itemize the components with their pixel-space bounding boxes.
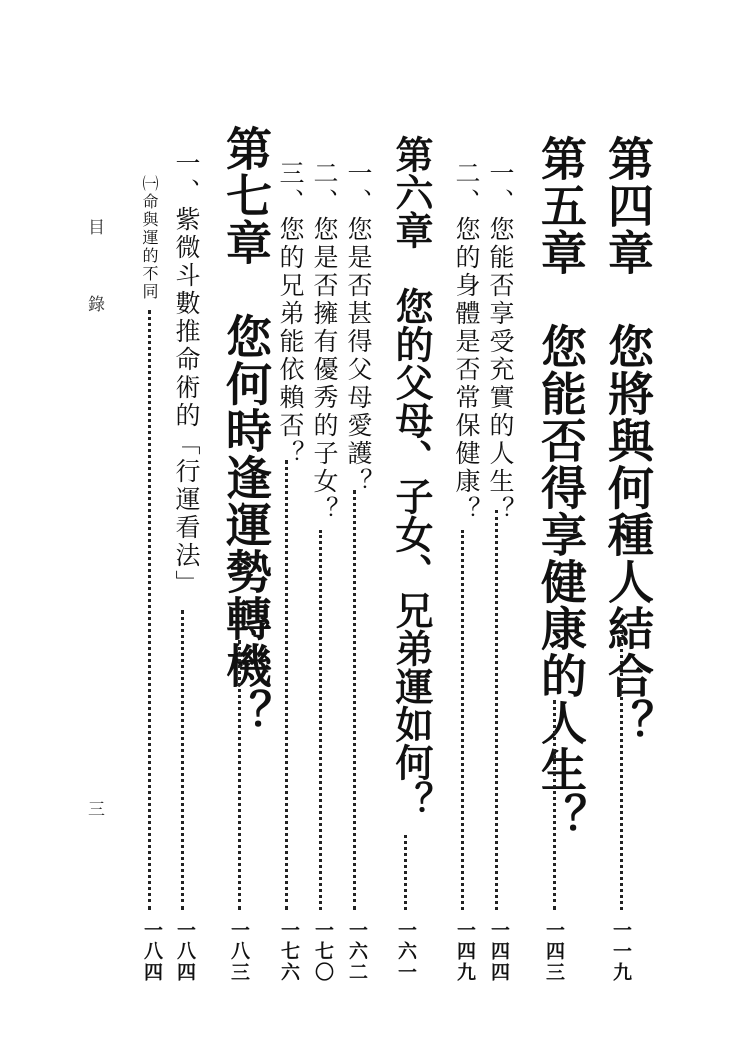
dot-leader <box>461 530 464 910</box>
entry-page: 一八三 <box>228 920 250 983</box>
entry-title: ㈠命與運的不同 <box>140 175 159 301</box>
entry-page: 一六二 <box>346 920 368 983</box>
toc-header <box>82 218 107 332</box>
entry-page: 一四九 <box>454 920 476 983</box>
entry-page: 一八四 <box>174 920 196 983</box>
dot-leader <box>148 310 151 910</box>
dot-leader <box>181 610 184 910</box>
dot-leader <box>238 640 241 910</box>
entry-title: 一、您能否享受充實的人生？ <box>486 160 515 524</box>
entry-title: 一、紫微斗數推命術的「行運看法」 <box>172 150 201 598</box>
entry-title: 三、您的兄弟能依賴否？ <box>276 160 305 468</box>
entry-title: 二、您的身體是否常保健康？ <box>452 160 481 524</box>
entry-title: 第四章 您將與何種人結合？ <box>601 135 655 746</box>
dot-leader <box>319 530 322 910</box>
entry-title: 一、您是否甚得父母愛護？ <box>344 160 373 496</box>
dot-leader <box>553 700 556 910</box>
dot-leader <box>404 835 407 910</box>
entry-page: 一六一 <box>395 920 417 983</box>
entry-page: 一四四 <box>488 920 510 983</box>
toc-header-label: 目 錄 <box>84 218 104 332</box>
dot-leader <box>353 490 356 910</box>
entry-page: 一七六 <box>278 920 300 983</box>
entry-page: 一七〇 <box>312 920 334 983</box>
entry-title: 二、您是否擁有優秀的子女？ <box>310 160 339 524</box>
entry-page: 一一九 <box>610 920 632 983</box>
entry-title: 第六章 您的父母、子女、兄弟運如何？ <box>389 135 433 819</box>
entry-page: 一八四 <box>141 920 163 983</box>
entry-title: 第五章 您能否得享健康的人生？ <box>534 135 588 840</box>
dot-leader <box>620 625 623 910</box>
dot-leader <box>285 460 288 910</box>
dot-leader <box>495 510 498 910</box>
page-number: 三 <box>84 800 104 817</box>
entry-page: 一四三 <box>543 920 565 983</box>
entry-title: 第七章 您何時逢運勢轉機？ <box>219 125 273 736</box>
